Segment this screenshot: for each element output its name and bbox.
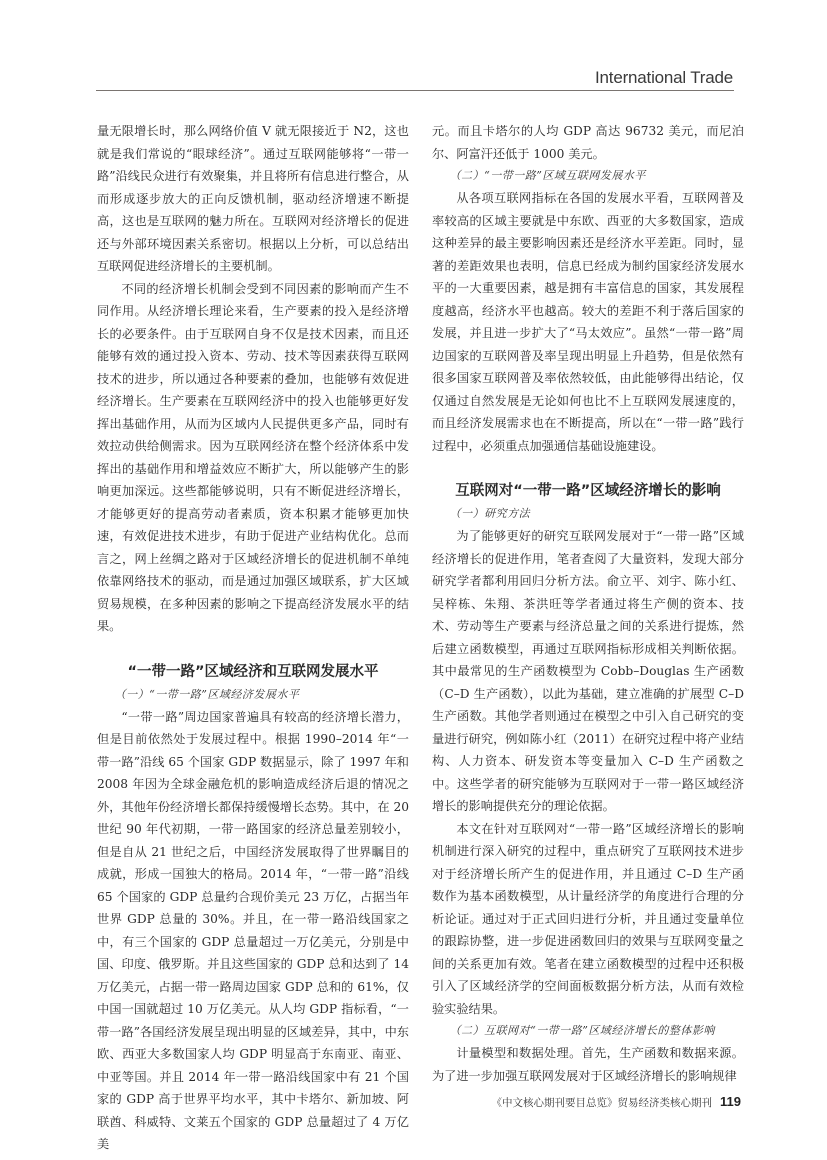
left-column bbox=[97, 120, 409, 1156]
journal-citation: 《中文核心期刊要目总览》贸易经济类核心期刊 bbox=[491, 1097, 713, 1109]
subsection-heading: （二）“一带一路”区域互联网发展水平 bbox=[449, 169, 646, 182]
paragraph: 从各项互联网指标在各国的发展水平看，互联网普及率较高的区域主要就是中东欧、西亚的大多数国家，造成这种差异的最主要影响因素还是经济水平差距。同时，显著的差距效果也表明，信息已经成为制约国家经济发展水平的一大重要因素，越是拥有丰富信息的国家，其发展程度越高，经济水平也越高。较大的差距不利于落后国家的发展，并且进一步扩大了“马太效应”。虽然“一带一路”周边国家的互联网普及率呈现出明显上升趋势，但是依然有很多国家互联网普及率依然较低，由此能够得出结论，仅仅通过自然发展是无论如何也比不上互联网发展速度的，而且经济发展需求也在不断提高，所以在“一带一路”践行过程中，必须重点加强通信基础设施建设。 bbox=[432, 191, 744, 453]
paragraph: 不同的经济增长机制会受到不同因素的影响而产生不同作用。从经济增长理论来看，生产要素的投入是经济增长的必要条件。由于互联网自身不仅是技术因素，而且还能够有效的通过投入资本、劳动、技术等因素获得互联网技术的进步，所以通过各种要素的叠加，也能够有效促进经济增长。生产要素在互联网经济中的投入也能够更好发挥出基础作用，从而为区域内人民提供更多产品，同时有效拉动供给侧需求。因为互联网经济在整个经济体系中发挥出的基础作用和增益效应不断扩大，所以能够产生的影响更加深远。这些都能够说明，只有不断促进经济增长，才能够更好的提高劳动者素质，资本积累才能够更加快速，有效促进技术进步，有助于促进产业结构优化。总而言之，网上丝绸之路对于区域经济增长的促进机制不单纯依靠网络技术的驱动，而是通过加强区域联系，扩大区域贸易规模，在多种因素的影响之下提高经济发展水平的结果。 bbox=[97, 281, 409, 633]
subsection-heading: （一）研究方法 bbox=[449, 507, 531, 520]
spacer bbox=[432, 457, 744, 479]
paragraph: 量无限增长时，那么网络价值 V 就无限接近于 N2，这也就是我们常说的“眼球经济”。通过互联网能够将“一带一路”沿线民众进行有效聚集，并且将所有信息进行整合，从而形成逐步放大的正向反馈机制，驱动经济增速不断提高，这也是互联网的魅力所在。互联网对经济增长的促进还与外部环境因素关系密切。根据以上分析，可以总结出互联网促进经济增长的主要机制。 bbox=[97, 124, 409, 273]
paragraph: “一带一路”周边国家普遍具有较高的经济增长潜力，但是目前依然处于发展过程中。根据 1990–2014 年“一带一路”沿线 65 个国家 GDP 数据显示，除了 1997 年和 2008 年因为全球金融危机的影响造成经济后退的情况之外，其他年份经济增长都保持缓慢增长态势。其中，在 20 世纪 90 年代初期，一带一路国家的经济总量差别较小，但是自从 21 世纪之后，中国经济发展取得了世界瞩目的成就，形成一国独大的格局。2014 年，“一带一路”沿线 65 个国家的 GDP 总量约合现价美元 23 万亿，占据当年世界 GDP 总量的 30%。并且，在一带一路沿线国家之中，有三个国家的 GDP 总量超过一万亿美元，分别是中国、印度、俄罗斯。并且这些国家的 GDP 总和达到了 14 万亿美元，占据一带一路周边国家 GDP 总和的 61%，仅中国一国就超过 10 万亿美元。从人均 GDP 指标看，“一带一路”各国经济发展呈现出明显的区域差异，其中，中东欧、西亚大多数国家人均 GDP 明显高于东南亚、南亚、中亚等国。并且 2014 年一带一路沿线国家中有 21 个国家的 GDP 高于世界平均水平，其中卡塔尔、新加坡、阿联酋、科威特、文莱五个国家的 GDP 总量超过了 4 万亿美 bbox=[97, 709, 409, 1151]
subsection-heading: （一）“一带一路”区域经济发展水平 bbox=[114, 687, 300, 701]
page-number: 119 bbox=[720, 1094, 741, 1109]
header-rule bbox=[96, 90, 734, 91]
running-header-title: International Trade bbox=[595, 68, 733, 87]
page-footer bbox=[492, 1094, 741, 1110]
section-heading: 互联网对“一带一路”区域经济增长的影响 bbox=[455, 483, 721, 499]
subsection-heading: （二）互联网对“一带一路”区域经济增长的整体影响 bbox=[449, 1024, 715, 1037]
spacer bbox=[97, 638, 409, 660]
right-column bbox=[432, 120, 744, 1087]
paragraph: 元。而且卡塔尔的人均 GDP 高达 96732 美元，而尼泊尔、阿富汗还低于 1000 美元。 bbox=[432, 124, 744, 161]
section-heading: “一带一路”区域经济和互联网发展水平 bbox=[127, 663, 379, 680]
paragraph: 计量模型和数据处理。首先，生产函数和数据来源。为了进一步加强互联网发展对于区域经济增长的影响规律 bbox=[432, 1046, 744, 1083]
paragraph: 本文在针对互联网对“一带一路”区域经济增长的影响机制进行深入研究的过程中，重点研究了互联网技术进步对于经济增长所产生的促进作用，并且通过 C–D 生产函数作为基本函数模型，从计量经济学的角度进行合理的分析论证。通过对于正式回归进行分析，并且通过变量单位的跟踪协整，进一步促进函数回归的效果与互联网变量之间的关系更加有效。笔者在建立函数模型的过程中还积极引入了区域经济学的空间面板数据分析方法，从而有效检验实验结果。 bbox=[432, 821, 744, 1016]
paragraph: 为了能够更好的研究互联网发展对于“一带一路”区域经济增长的促进作用，笔者查阅了大量资料，发现大部分研究学者都利用回归分析方法。俞立平、刘宇、陈小红、吴梓栋、朱翔、茶洪旺等学者通过将生产侧的资本、技术、劳动等生产要素与经济总量之间的关系进行提炼，然后建立函数模型，再通过互联网指标形成相关判断依据。其中最常见的生产函数模型为 Cobb–Douglas 生产函数（C–D 生产函数），以此为基础，建立准确的扩展型 C–D 生产函数。其他学者则通过在模型之中引入自己研究的变量进行研究，例如陈小红（2011）在研究过程中将产业结构、人力资本、研发资本等变量加入 C–D 生产函数之中。这些学者的研究能够为互联网对于一带一路区域经济增长的影响提供充分的理论依据。 bbox=[432, 529, 744, 813]
